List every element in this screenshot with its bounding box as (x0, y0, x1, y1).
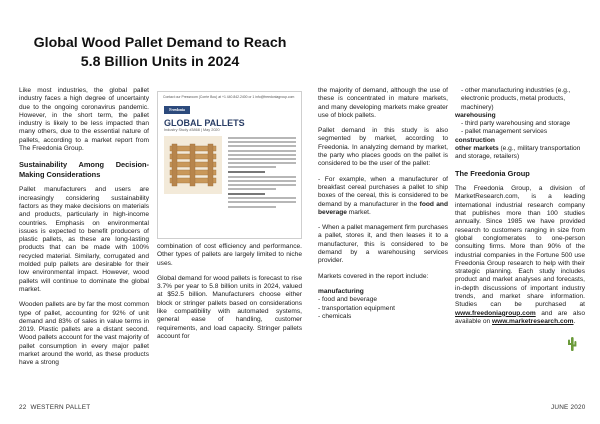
about-paragraph: The Freedonia Group, a division of MarketResearch.com, is a leading international industrial research company that publishes more than 100 studies annually. Since 1985 we have provided research to customers ranging in size from global conglomerates to one-person consulting firms. More than 90% of the industrial companies in the Fortune 500 use Freedonia Group research to help with their strategic planning. Each study includes product and market analyses and forecasts, in-depth discussions of important industry trends, and market share information. Studies can be purchased at www.freedoniagroup.com and are also available on www.marketresearch.com. (455, 185, 585, 325)
section-heading: Sustainability Among Decision-Making Considerations (19, 160, 149, 179)
column-1 (19, 87, 149, 375)
report-cover-image (157, 91, 302, 239)
intro-paragraph: Like most industries, the global pallet industry faces a high degree of uncertainty due to the ongoing coronavirus pandemic. However, in the short term, the pallet industry is likely to be less impacted than many others, due to the essential nature of pallets, according to a market report from The Freedonia Group. (19, 87, 149, 153)
cover-subtitle: Industry Study #3868 | May 2020 (164, 128, 220, 132)
pallet-photo (164, 136, 222, 194)
about-heading: The Freedonia Group (455, 168, 530, 178)
other-manufacturing-item: - other manufacturing industries (e.g., electronic products, metal products, machinery) (461, 87, 571, 111)
sustainability-paragraph: Pallet manufacturers and users are increasingly considering sustainability factors as they make decisions on materials and products, particularly in high-income countries. Emphasis on environmental issues is expected to benefit producers of plastic pallets, as these are long-lasting products that can be made with 100% recycled material. Similarly, corrugated and molded pulp pallets are desirable for their low environmental impact. However, wood pallets will continue to dominate the global market. (19, 186, 149, 293)
list-item: - pallet management services (461, 128, 548, 136)
majority-paragraph: the majority of demand, although the use of these is concentrated in mature markets, and many developing markets make greater use of block pallets. (318, 87, 448, 119)
freedonia-link[interactable]: www.freedoniagroup.com (455, 309, 536, 317)
example-bullet-2: - When a pallet management firm purchases a pallet, stores it, and then leases it to a manufacturer, this is considered to be demand by a warehousing services provider. (318, 224, 448, 265)
column-3 (318, 87, 448, 321)
list-item: - food and beverage (318, 296, 378, 304)
segmentation-paragraph: Pallet demand in this study is also segmented by market, according to Freedonia. In analyzing demand by market, the party who places goods on the pallet is considered to be the user of the pallet: (318, 127, 448, 168)
construction-label: construction (455, 136, 495, 144)
manufacturing-label: manufacturing (318, 287, 364, 295)
cactus-icon (566, 336, 578, 352)
niche-uses-paragraph: combination of cost efficiency and performance. Other types of pallets are largely limited to niche uses. (157, 243, 302, 267)
marketresearch-link[interactable]: www.marketresearch.com (492, 317, 574, 325)
example-bullet-1: - For example, when a manufacturer of breakfast cereal purchases a pallet to ship boxes of the cereal, this is considered to be demand by a manufacturer in the food and beverage market. (318, 175, 448, 216)
list-item: - chemicals (318, 312, 352, 320)
freedonia-logo: Freedonia (164, 106, 190, 114)
wooden-pallets-paragraph: Wooden pallets are by far the most common type of pallet, accounting for 92% of unit demand and 83% of sales in value terms in 2019. Plastic pallets are a distant second. Wood pallets account for the vast majority of pallet consumption in every major pallet market around the world, as these products have a strong (19, 301, 149, 367)
cover-title: GLOBAL PALLETS (164, 118, 245, 128)
manufacturing-list (318, 296, 448, 321)
cover-contact-text: Contact our Pressroom (Corrie Bou) at +1 440.842.2400 or 1 info@freedoniagroup.com (163, 95, 295, 99)
title-line-1: Global Wood Pallet Demand to Reach (33, 35, 287, 51)
list-item: - third party warehousing and storage (461, 120, 571, 128)
column-4 (455, 87, 585, 333)
global-demand-paragraph: Global demand for wood pallets is forecast to rise 3.7% per year to 5.8 billion units in 2024, valued at $52.5 billion. Manufacturers choose either block or stringer pallets based on considerations like compatibility with automated systems, general ease of handling, customer requirements, and load capacity. Stringer pallets account for (157, 274, 302, 340)
footer-date: JUNE 2020 (551, 404, 586, 411)
warehousing-label: warehousing (455, 111, 496, 119)
cover-body-text (228, 137, 296, 210)
footer-left (19, 404, 90, 411)
markets-intro: Markets covered in the report include: (318, 272, 429, 280)
publication-name: WESTERN PALLET (30, 404, 91, 411)
warehousing-list (455, 120, 585, 137)
other-markets-item: other markets (e.g., military transportation and storage, retailers) (455, 145, 581, 161)
article-title (18, 34, 302, 72)
title-line-2: 5.8 Billion Units in 2024 (80, 54, 240, 70)
page-number: 22 (19, 404, 27, 411)
list-item: - transportation equipment (318, 304, 395, 312)
column-2 (157, 243, 302, 348)
